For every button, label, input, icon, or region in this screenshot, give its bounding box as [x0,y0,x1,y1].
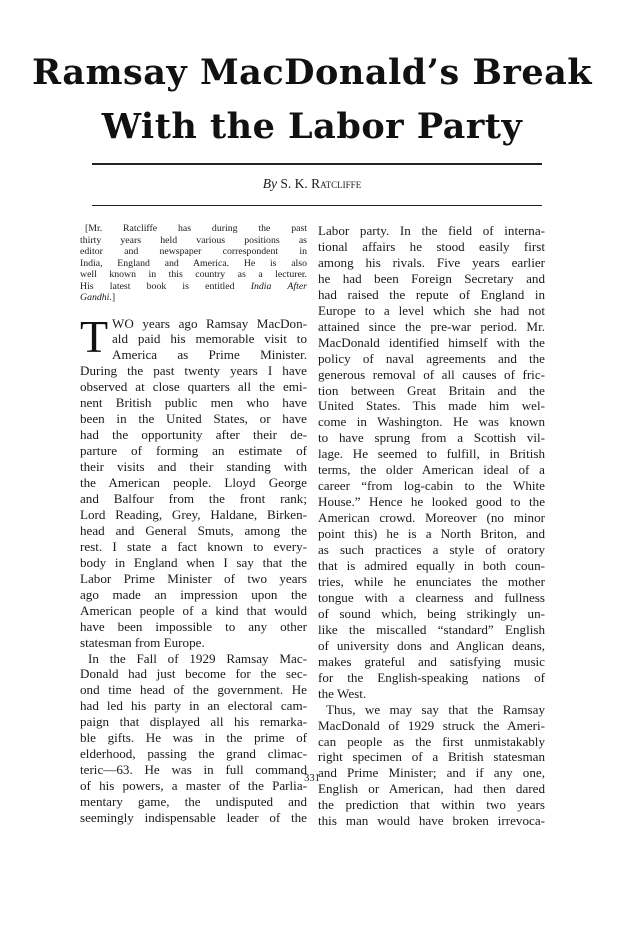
body-line: of his powers, a master of the Parlia- [80,778,307,794]
body-line: English or American, had then dared [318,781,545,797]
byline-prefix: By [262,176,278,191]
body-line: tional affairs he stood easily first [318,238,545,254]
body-line: tries, while he enunciates the mother [318,573,545,589]
body-line: like the miscalled “standard” English [318,621,545,637]
body-line: House.” Hence he looked good to the [318,494,545,510]
editor-note-book-title-end: Gandhi. [80,292,112,303]
body-line: had the opportunity after their de- [80,427,307,443]
article-title-line-2: With the Labor Party [101,106,523,147]
body-line: of university dons and Anglican deans, [318,637,545,653]
body-line: of sound which, being strikingly un- [318,605,545,621]
page-number: 331 [304,773,320,784]
body-line: United States. This made him wel- [318,398,545,414]
article-title-line-1: Ramsay MacDonald’s Break [31,52,593,93]
body-line: America as Prime Minister. [112,347,307,363]
editor-note-line: [Mr. Ratcliffe has during the past [85,223,307,234]
body-line: among his rivals. Five years earlier [318,254,545,270]
body-line: ond time head of the government. He [80,682,307,698]
body-line: attained since the pre-war period. Mr. [318,318,545,334]
body-line: for the English-speaking nations of [318,669,545,685]
body-line: their visits and their standing with [80,459,307,475]
body-line: Thus, we may say that the Ramsay [326,701,545,717]
body-line: Donald had just become for the sec- [80,666,307,682]
body-line: Europe to a level which she had not [318,302,545,318]
body-line: have been impossible to any other [80,618,307,634]
body-line: the prediction that within two years [318,797,545,813]
right-column [318,223,545,829]
body-line: to have sprung from a Scottish vil- [318,430,545,446]
editor-note-line: editor and newspaper correspondent in [80,246,307,257]
body-line: generous removal of all causes of fric- [318,366,545,382]
opening-paragraph [80,310,307,364]
body-line: In the Fall of 1929 Ramsay Mac- [88,650,307,666]
editor-note-line: Gandhi.] [80,292,116,303]
editor-note-text: His latest book is entitled [80,280,251,292]
drop-cap: T [80,310,109,362]
body-line: MacDonald identified himself with the [318,334,545,350]
editor-note-line: India, England and America. He is also [80,257,307,269]
body-line: and Prime Minister; and if any one, [318,765,545,781]
body-line: as such practices a style of oratory [318,542,545,558]
body-line: body in England when I say that the [80,554,307,570]
byline [0,176,624,192]
body-line: and Balfour from the front rank; [80,490,307,506]
body-line: the American people. Lloyd George [80,475,307,491]
body-line: teric—63. He was in full command [80,762,307,778]
body-line: career “from log-cabin to the White [318,478,545,494]
body-line: right specimen of a British statesman [318,749,545,765]
body-line: American people of a kind that would [80,602,307,618]
body-line: Labor party. In the field of interna- [318,223,545,238]
body-line: that is admired equally in both coun- [318,558,545,574]
body-line: ald paid his memorable visit to [112,331,307,347]
body-line: MacDonald of 1929 struck the Ameri- [318,717,545,733]
body-line: rest. I state a fact known to every- [80,538,307,554]
body-line: this man would have broken irrevoca- [318,813,545,829]
body-line: ago made an impression upon the [80,586,307,602]
editor-note-line [80,281,307,293]
body-line: been in the United States, or have [80,411,307,427]
body-line: had led his party in an electoral cam- [80,698,307,714]
editor-note-line: well known in this country as a lecturer. [80,269,307,280]
body-line: elderhood, passing the grand climac- [80,746,307,762]
body-line: paign that displayed all his remarka- [80,714,307,730]
body-line: had raised the repute of England in [318,286,545,302]
body-line: the West. [318,685,367,701]
body-line: tion between Great Britain and the [318,382,545,398]
body-line: nent British public men who have [80,395,307,411]
body-line: During the past twenty years I have [80,363,307,379]
body-line: can people as the first unmistakably [318,733,545,749]
editor-note-line: thirty years held various positions as [80,234,307,246]
body-line: he had been Foreign Secretary and [318,270,545,286]
body-line: Labor Prime Minister of two years [80,570,307,586]
editor-note-book-title: India After [250,280,307,292]
body-line: tongue with a clearness and fullness [318,589,545,605]
title-rule [92,163,542,165]
body-line: lage. He seemed to fulfill, in British [318,446,545,462]
body-line: parture of forming an estimate of [80,443,307,459]
body-line: policy of naval agreements and the [318,350,545,366]
body-line: terms, the older American ideal of a [318,462,545,478]
editor-note [80,223,307,304]
body-line: WO years ago Ramsay MacDon- [112,315,307,331]
body-line: ble gifts. He was in the prime of [80,730,307,746]
byline-author: S. K. Ratcliffe [280,176,362,191]
body-line: point this) he is a North Briton, and [318,526,545,542]
body-line: American crowd. Moreover (no minor [318,510,545,526]
body-line: seemingly indispensable leader of the [80,810,307,826]
body-line: head and General Smuts, among the [80,522,307,538]
body-line: statesman from Europe. [80,634,205,650]
body-line: makes grateful and satisfying music [318,653,545,669]
body-line: observed at close quarters all the emi- [80,379,307,395]
body-line: come in Washington. He was known [318,414,545,430]
body-line: mentary game, the undisputed and [80,794,307,810]
byline-rule [92,205,542,206]
body-line: Lord Reading, Grey, Haldane, Birken- [80,506,307,522]
left-column [80,223,307,826]
note-spacer [80,304,307,316]
